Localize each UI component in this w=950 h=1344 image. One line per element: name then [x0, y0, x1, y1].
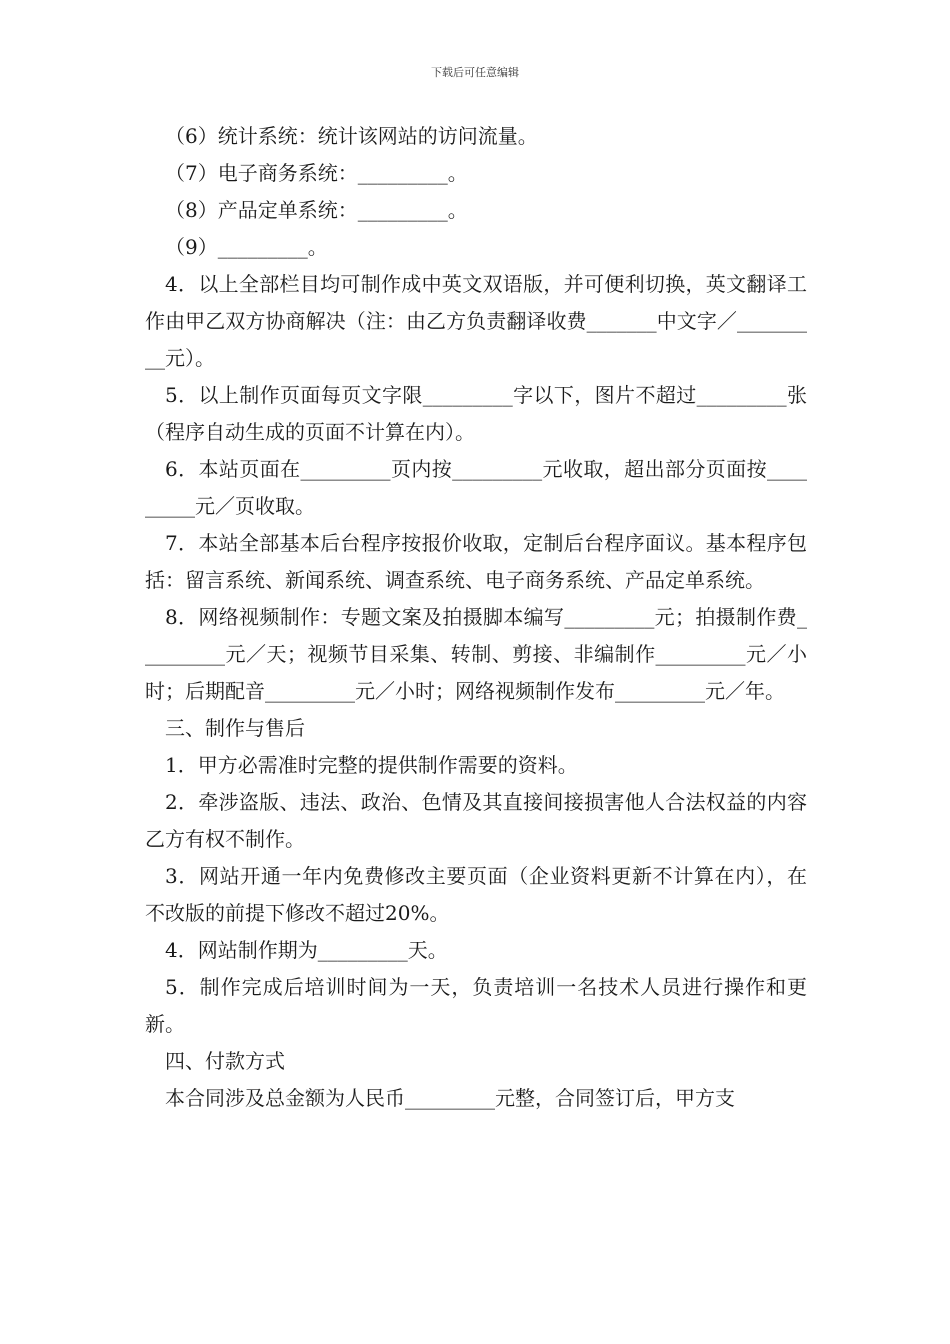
section-heading-production: 三、制作与售后 [165, 716, 305, 740]
paragraph-item-8: （8）产品定单系统：_________。 [165, 198, 468, 222]
page-header: 下载后可任意编辑 [431, 66, 519, 79]
paragraph-production-4: 4．网站制作期为_________天。 [165, 938, 448, 962]
paragraph-production-5: 5．制作完成后培训时间为一天，负责培训一名技术人员进行操作和更新。 [145, 975, 807, 1036]
paragraph-clause-4: 4．以上全部栏目均可制作成中英文双语版，并可便利切换，英文翻译工作由甲乙双方协商解决（注：由乙方负责翻译收费_______中文字／_________元）。 [145, 272, 807, 370]
paragraph-payment: 本合同涉及总金额为人民币_________元整，合同签订后，甲方支 [165, 1086, 735, 1110]
paragraph-production-2: 2．牵涉盗版、违法、政治、色情及其直接间接损害他人合法权益的内容乙方有权不制作。 [145, 790, 807, 851]
paragraph-item-9: （9）_________。 [165, 235, 328, 259]
paragraph-clause-8: 8．网络视频制作：专题文案及拍摄脚本编写_________元；拍摄制作费_________元／天；视频节目采集、转制、剪接、非编制作_________元／小时；后期配音_________元／小时；网络视频制作发布_________元／年。 [145, 605, 807, 703]
section-heading-payment: 四、付款方式 [165, 1049, 285, 1073]
paragraph-clause-5: 5．以上制作页面每页文字限_________字以下，图片不超过_________张（程序自动生成的页面不计算在内）。 [145, 383, 807, 444]
paragraph-clause-6: 6．本站页面在_________页内按_________元收取，超出部分页面按_________元／页收取。 [145, 457, 807, 518]
paragraph-item-6: （6）统计系统：统计该网站的访问流量。 [165, 124, 538, 148]
paragraph-clause-7: 7．本站全部基本后台程序按报价收取，定制后台程序面议。基本程序包括：留言系统、新闻系统、调查系统、电子商务系统、产品定单系统。 [145, 531, 807, 592]
paragraph-production-1: 1．甲方必需准时完整的提供制作需要的资料。 [165, 753, 578, 777]
document-body [145, 118, 807, 1117]
paragraph-item-7: （7）电子商务系统：_________。 [165, 161, 468, 185]
paragraph-production-3: 3．网站开通一年内免费修改主要页面（企业资料更新不计算在内），在不改版的前提下修改不超过20%。 [145, 864, 807, 925]
